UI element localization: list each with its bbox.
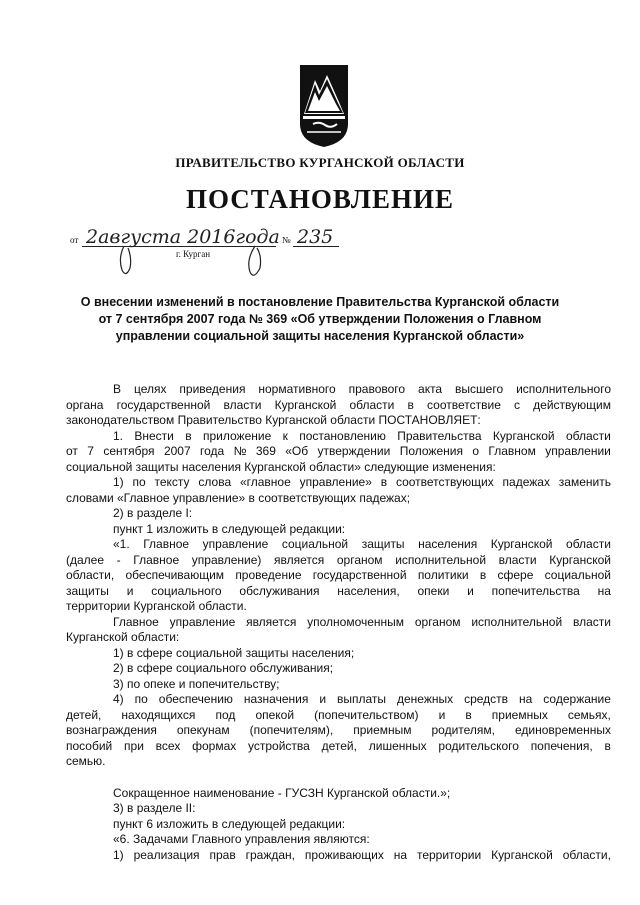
body-word: денежных bbox=[396, 692, 454, 706]
body-word: и bbox=[467, 583, 474, 598]
title-line: О внесении изменений в постановление Правительства Курганской области bbox=[80, 295, 560, 309]
paragraph-gap bbox=[66, 770, 611, 786]
body-word: власти bbox=[498, 552, 537, 567]
body-word: единовременных bbox=[515, 723, 611, 737]
body-word: защиты bbox=[66, 583, 109, 598]
body-word: под bbox=[215, 707, 236, 722]
body-word: социальной bbox=[281, 537, 349, 551]
body-word: Главное bbox=[143, 537, 190, 551]
body-word: в bbox=[604, 738, 611, 753]
body-word: области, bbox=[562, 847, 611, 862]
body-line bbox=[66, 398, 611, 414]
body-word: (далее bbox=[66, 552, 105, 567]
body-line: 2) в сфере социального обслуживания; bbox=[113, 661, 334, 675]
body-word: лишенных bbox=[368, 738, 427, 753]
body-word: попечения, bbox=[530, 738, 593, 753]
body-word: защиты bbox=[361, 537, 405, 551]
body-word: органом bbox=[414, 614, 461, 629]
body-word: на bbox=[597, 583, 611, 598]
body-word: «Об bbox=[285, 444, 309, 458]
body-word: действующим bbox=[533, 397, 611, 412]
body-word: детей, bbox=[66, 707, 102, 722]
body-word: приложение bbox=[202, 428, 272, 443]
body-line bbox=[66, 739, 611, 755]
body-word: «1. bbox=[113, 537, 130, 551]
body-word: 369 bbox=[255, 444, 276, 458]
body-line bbox=[66, 848, 611, 864]
body-word: Главное bbox=[133, 552, 180, 567]
body-line: Курганской области: bbox=[66, 630, 180, 644]
body-word: к bbox=[282, 428, 288, 443]
body-line bbox=[66, 429, 611, 445]
body-word: в bbox=[479, 568, 487, 582]
decree-body bbox=[66, 382, 611, 863]
number-label: № bbox=[282, 235, 291, 245]
body-word: 7 bbox=[87, 444, 94, 458]
body-word: населения bbox=[418, 537, 478, 551]
body-line bbox=[66, 537, 611, 553]
body-word: (попечителям), bbox=[249, 723, 334, 737]
body-line: 1) в сфере социальной защиты населения; bbox=[113, 645, 355, 660]
body-word: Положения bbox=[399, 444, 463, 458]
body-word: - bbox=[116, 552, 121, 567]
body-word: года bbox=[200, 444, 225, 458]
body-word: назначения bbox=[243, 692, 309, 706]
body-line: 3) в разделе II: bbox=[113, 801, 196, 815]
body-word: сентября bbox=[103, 444, 155, 458]
body-word: правового bbox=[348, 382, 406, 396]
body-word: органа bbox=[66, 397, 104, 412]
number-underline bbox=[293, 246, 339, 247]
body-word: обеспечению bbox=[158, 692, 233, 706]
body-word: прав bbox=[209, 847, 236, 862]
body-word: выплаты bbox=[336, 692, 387, 706]
body-word: области bbox=[566, 428, 611, 443]
body-word: и bbox=[126, 583, 134, 598]
body-word: реализация bbox=[133, 847, 200, 862]
body-word: социальной bbox=[544, 568, 611, 582]
body-word: органом bbox=[336, 552, 383, 567]
body-word: устройства bbox=[248, 738, 310, 753]
body-word: области bbox=[566, 537, 611, 551]
title-line: от 7 сентября 2007 года № 369 «Об утверждении Положения о Главном bbox=[98, 312, 542, 326]
body-word: исполнительной bbox=[471, 614, 563, 629]
body-word: содержание bbox=[543, 692, 611, 706]
body-word: управление) bbox=[191, 552, 262, 567]
body-line: законодательством Правительство Курганской области ПОСТАНОВЛЯЕТ: bbox=[66, 413, 481, 427]
body-word: политики bbox=[417, 568, 469, 582]
body-word: 4) bbox=[113, 692, 124, 706]
body-word: населения, bbox=[337, 583, 400, 598]
body-word: Внести bbox=[134, 428, 174, 443]
body-word: обеспечивающим bbox=[125, 568, 225, 582]
body-word: нормативного bbox=[258, 382, 336, 396]
body-word: Курганской bbox=[490, 537, 553, 551]
body-line: территории Курганской области. bbox=[66, 599, 247, 613]
body-word: в bbox=[185, 428, 192, 443]
body-word: соответствие bbox=[427, 397, 501, 412]
body-word: является bbox=[246, 614, 297, 629]
body-word: при bbox=[124, 738, 144, 753]
decree-title: ПОСТАНОВЛЕНИЕ bbox=[185, 184, 455, 214]
body-line: «6. Задачами Главного управления являются: bbox=[113, 832, 370, 846]
body-word: граждан, bbox=[245, 847, 295, 862]
body-word: вознаграждения bbox=[66, 723, 157, 737]
body-word: 1. bbox=[113, 428, 124, 443]
body-word: Курганской bbox=[549, 552, 611, 567]
body-word: № bbox=[233, 444, 247, 458]
body-word: власти bbox=[572, 614, 611, 629]
body-word: всех bbox=[155, 738, 181, 753]
body-line: пункт 1 изложить в следующей редакции: bbox=[113, 521, 346, 536]
body-word: проживающих bbox=[304, 847, 384, 862]
body-word: тексту bbox=[154, 475, 190, 489]
body-word: в bbox=[407, 397, 414, 412]
body-word: Курганской bbox=[492, 428, 555, 443]
body-word: власти bbox=[223, 397, 262, 412]
body-line: семью. bbox=[66, 754, 106, 768]
body-word: приемных bbox=[491, 707, 548, 722]
body-word: о bbox=[472, 444, 480, 458]
body-word: Главное bbox=[113, 614, 159, 629]
body-word: опекунам bbox=[176, 723, 230, 737]
body-word: заменить bbox=[558, 475, 611, 489]
body-word: соответствующих bbox=[395, 475, 494, 489]
body-word: 1) bbox=[113, 475, 124, 489]
body-word: территории bbox=[416, 847, 482, 862]
body-word: слова bbox=[198, 475, 232, 489]
coat-of-arms-icon bbox=[299, 64, 349, 148]
body-line: словами «Главное управление» в соответствующих падежах; bbox=[66, 490, 411, 505]
body-word: падежах bbox=[502, 475, 550, 489]
body-word: высшего bbox=[455, 382, 504, 396]
body-word: 2007 bbox=[163, 444, 191, 458]
body-word: в bbox=[380, 475, 388, 489]
body-word: постановлению bbox=[299, 428, 386, 443]
body-word: средств bbox=[464, 692, 509, 706]
body-word: является bbox=[274, 552, 325, 567]
body-word: Правительства bbox=[397, 428, 482, 443]
body-word: с bbox=[514, 397, 521, 412]
body-word: утверждении bbox=[317, 444, 391, 458]
body-word: формах bbox=[192, 738, 237, 753]
body-word: приемным bbox=[353, 723, 412, 737]
body-word: управление bbox=[202, 537, 269, 551]
body-word: от bbox=[66, 444, 78, 458]
body-word: приведения bbox=[179, 382, 246, 396]
body-word: государственной bbox=[116, 397, 211, 412]
body-word: целях bbox=[133, 382, 167, 396]
body-word: Курганской bbox=[274, 397, 337, 412]
body-line bbox=[66, 553, 611, 569]
body-word: управление bbox=[169, 614, 236, 629]
government-name: ПРАВИТЕЛЬСТВО КУРГАНСКОЙ ОБЛАСТИ bbox=[175, 155, 465, 170]
body-word: области, bbox=[66, 568, 115, 582]
body-word: находящихся bbox=[121, 707, 196, 722]
body-line bbox=[66, 444, 611, 460]
body-word: Курганской bbox=[491, 847, 553, 862]
body-word: обслуживания bbox=[239, 583, 320, 598]
body-line: пункт 6 изложить в следующей редакции: bbox=[113, 816, 346, 831]
handwriting-loops bbox=[110, 244, 280, 280]
body-word: проведение bbox=[235, 568, 302, 582]
body-word: В bbox=[113, 382, 122, 396]
body-line: 3) по опеке и попечительству; bbox=[113, 676, 280, 691]
date-from-label: от bbox=[70, 235, 79, 245]
body-line: Сокращенное наименование - ГУСЗН Курганской области.»; bbox=[113, 785, 451, 800]
body-word: (попечительством) bbox=[314, 707, 419, 722]
body-word: государственной bbox=[312, 568, 407, 582]
body-word: исполнительной bbox=[395, 552, 487, 567]
body-word: на bbox=[393, 847, 408, 862]
body-line bbox=[66, 708, 611, 724]
body-word: пособий bbox=[66, 738, 113, 753]
body-word: и bbox=[438, 707, 446, 722]
body-word: социального bbox=[151, 583, 222, 598]
body-line bbox=[66, 723, 611, 739]
body-word: Главном bbox=[488, 444, 536, 458]
body-word: попечительства bbox=[491, 583, 580, 598]
body-word: управлении bbox=[545, 444, 611, 458]
title-line: управлении социальной защиты населения Курганской области» bbox=[115, 329, 525, 343]
body-word: сфере bbox=[497, 568, 534, 582]
body-word: родителям, bbox=[431, 723, 496, 737]
body-line bbox=[66, 475, 611, 491]
body-word: управление» bbox=[299, 475, 372, 489]
body-word: в bbox=[465, 707, 472, 722]
body-word: «главное bbox=[239, 475, 291, 489]
body-word: акта bbox=[418, 382, 443, 396]
body-word: родительского bbox=[438, 738, 519, 753]
handwritten-date: 2августа 2016года bbox=[86, 226, 280, 248]
body-word: исполнительного bbox=[516, 382, 611, 396]
decree-subject bbox=[60, 294, 580, 345]
body-line bbox=[66, 568, 611, 584]
body-word: опекой bbox=[255, 707, 295, 722]
body-word: семьях, bbox=[567, 707, 611, 722]
body-line bbox=[66, 615, 611, 631]
body-word: на bbox=[519, 692, 533, 706]
body-word: и bbox=[319, 692, 327, 706]
handwritten-number: 235 bbox=[297, 226, 334, 248]
body-line bbox=[66, 382, 611, 398]
city-label: г. Курган bbox=[176, 249, 211, 259]
body-line bbox=[66, 584, 611, 600]
body-word: опеки bbox=[417, 583, 450, 598]
body-line: 2) в разделе I: bbox=[113, 506, 193, 520]
body-line bbox=[66, 692, 611, 708]
body-word: детей, bbox=[321, 738, 357, 753]
body-word: уполномоченным bbox=[307, 614, 405, 629]
body-word: области bbox=[349, 397, 395, 412]
body-word: по bbox=[134, 692, 148, 706]
body-line: социальной защиты населения Курганской области» следующие изменения: bbox=[66, 459, 496, 474]
body-word: 1) bbox=[113, 847, 124, 862]
body-word: по bbox=[132, 475, 146, 489]
